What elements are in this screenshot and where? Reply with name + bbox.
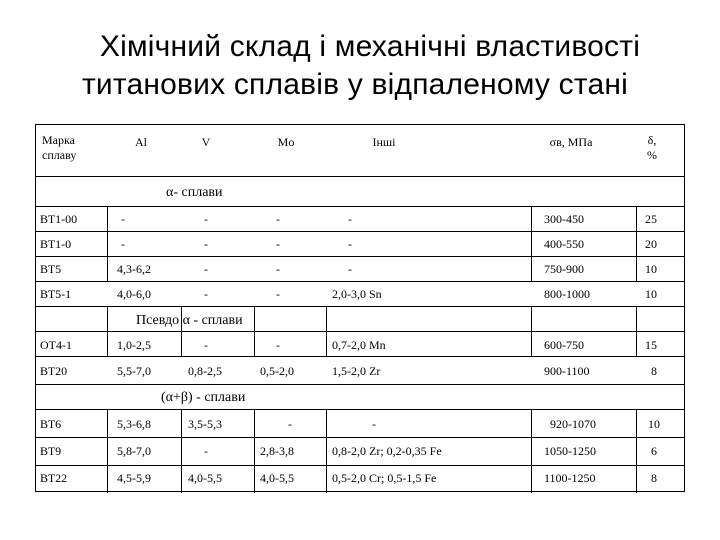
alloy-table — [35, 124, 685, 492]
cell-mo: - — [276, 262, 280, 276]
cell-elongation: 10 — [645, 287, 657, 301]
cell-strength: 400-550 — [544, 237, 584, 251]
cell-elongation: 20 — [645, 237, 657, 251]
cell-al: 4,3-6,2 — [117, 262, 151, 276]
cell-mo: - — [276, 338, 280, 352]
cell-grade: ВТ1-0 — [40, 237, 72, 251]
row-divider — [36, 331, 684, 332]
cell-al: 5,5-7,0 — [117, 364, 151, 378]
row-divider — [36, 384, 684, 385]
row-divider — [36, 465, 684, 466]
header-mo: Mo — [277, 135, 295, 149]
cell-v: - — [204, 444, 208, 458]
column-divider — [254, 306, 255, 356]
cell-other: - — [348, 212, 352, 226]
row-divider — [36, 176, 684, 177]
row-divider — [36, 231, 684, 232]
header-v: V — [201, 135, 211, 149]
section-pseudo-alpha: Псевдо α - сплави — [136, 313, 243, 328]
cell-other: - — [348, 262, 352, 276]
title-line-1: Хімічний склад і механічні властивості — [99, 30, 641, 63]
cell-elongation: 10 — [648, 417, 660, 431]
cell-v: - — [204, 262, 208, 276]
cell-other: 1,5-2,0 Zr — [332, 364, 381, 378]
cell-other: - — [372, 417, 376, 431]
cell-other: - — [348, 237, 352, 251]
column-divider — [636, 206, 637, 281]
cell-mo: - — [276, 212, 280, 226]
row-divider — [36, 256, 684, 257]
cell-mo: - — [276, 287, 280, 301]
cell-strength: 1050-1250 — [544, 444, 596, 458]
cell-elongation: 8 — [651, 471, 657, 485]
column-divider — [531, 206, 532, 281]
cell-elongation: 8 — [651, 364, 657, 378]
cell-v: - — [204, 212, 208, 226]
cell-grade: ВТ9 — [40, 444, 62, 458]
cell-al: - — [121, 212, 125, 226]
cell-grade: ВТ5-1 — [40, 287, 72, 301]
header-strength: σв, МПа — [549, 135, 593, 149]
cell-elongation: 10 — [645, 262, 657, 276]
cell-al: 5,3-6,8 — [117, 417, 151, 431]
cell-grade: ВТ20 — [40, 364, 68, 378]
cell-strength: 300-450 — [544, 212, 584, 226]
column-divider — [254, 409, 255, 493]
cell-strength: 750-900 — [544, 262, 584, 276]
cell-strength: 600-750 — [544, 338, 584, 352]
column-divider — [531, 306, 532, 356]
column-divider — [181, 409, 182, 493]
cell-other: 0,5-2,0 Cr; 0,5-1,5 Fe — [332, 471, 437, 485]
column-divider — [636, 306, 637, 356]
column-divider — [107, 306, 108, 356]
section-alpha: α- сплави — [166, 185, 223, 200]
cell-strength: 1100-1250 — [544, 471, 596, 485]
title-line-2: титанових сплавів у відпаленому стані — [81, 68, 628, 101]
column-divider — [531, 409, 532, 493]
cell-v: 4,0-5,5 — [188, 471, 222, 485]
column-divider — [326, 409, 327, 493]
cell-other: 0,7-2,0 Mn — [332, 338, 386, 352]
column-divider — [326, 306, 327, 356]
column-divider — [636, 409, 637, 493]
section-alpha-beta: (α+β) - сплави — [161, 390, 246, 405]
cell-al: 1,0-2,5 — [117, 338, 151, 352]
header-al: Al — [135, 135, 147, 149]
cell-grade: ВТ22 — [40, 471, 68, 485]
cell-grade: ВТ6 — [40, 417, 62, 431]
row-divider — [36, 306, 684, 307]
cell-grade: ВТ5 — [40, 262, 62, 276]
cell-mo: 2,8-3,8 — [260, 444, 294, 458]
slide-title — [0, 28, 720, 104]
cell-elongation: 6 — [651, 444, 657, 458]
cell-strength: 900-1100 — [544, 364, 590, 378]
header-grade: Марка сплаву — [42, 133, 77, 162]
cell-v: 3,5-5,3 — [188, 417, 222, 431]
cell-al: - — [121, 237, 125, 251]
cell-mo: - — [276, 237, 280, 251]
cell-al: 4,5-5,9 — [117, 471, 151, 485]
cell-elongation: 15 — [645, 338, 657, 352]
cell-al: 4,0-6,0 — [117, 287, 151, 301]
cell-mo: - — [288, 417, 292, 431]
row-divider — [36, 409, 684, 410]
column-divider — [107, 409, 108, 493]
row-divider — [36, 206, 684, 207]
cell-grade: ОТ4-1 — [40, 338, 72, 352]
cell-elongation: 25 — [645, 212, 657, 226]
cell-mo: 4,0-5,5 — [260, 471, 294, 485]
cell-v: - — [204, 287, 208, 301]
cell-grade: ВТ1-00 — [40, 212, 78, 226]
header-other: Інші — [372, 135, 396, 149]
cell-al: 5,8-7,0 — [117, 444, 151, 458]
row-divider — [36, 356, 684, 357]
cell-v: 0,8-2,5 — [188, 364, 222, 378]
row-divider — [36, 281, 684, 282]
cell-other: 2,0-3,0 Sn — [332, 287, 382, 301]
cell-mo: 0,5-2,0 — [260, 364, 294, 378]
cell-v: - — [204, 237, 208, 251]
column-divider — [107, 206, 108, 281]
cell-other: 0,8-2,0 Zr; 0,2-0,35 Fe — [332, 444, 442, 458]
row-divider — [36, 437, 684, 438]
header-elongation: δ, % — [647, 133, 657, 162]
cell-strength: 920-1070 — [550, 417, 596, 431]
cell-strength: 800-1000 — [544, 287, 590, 301]
cell-v: - — [204, 338, 208, 352]
